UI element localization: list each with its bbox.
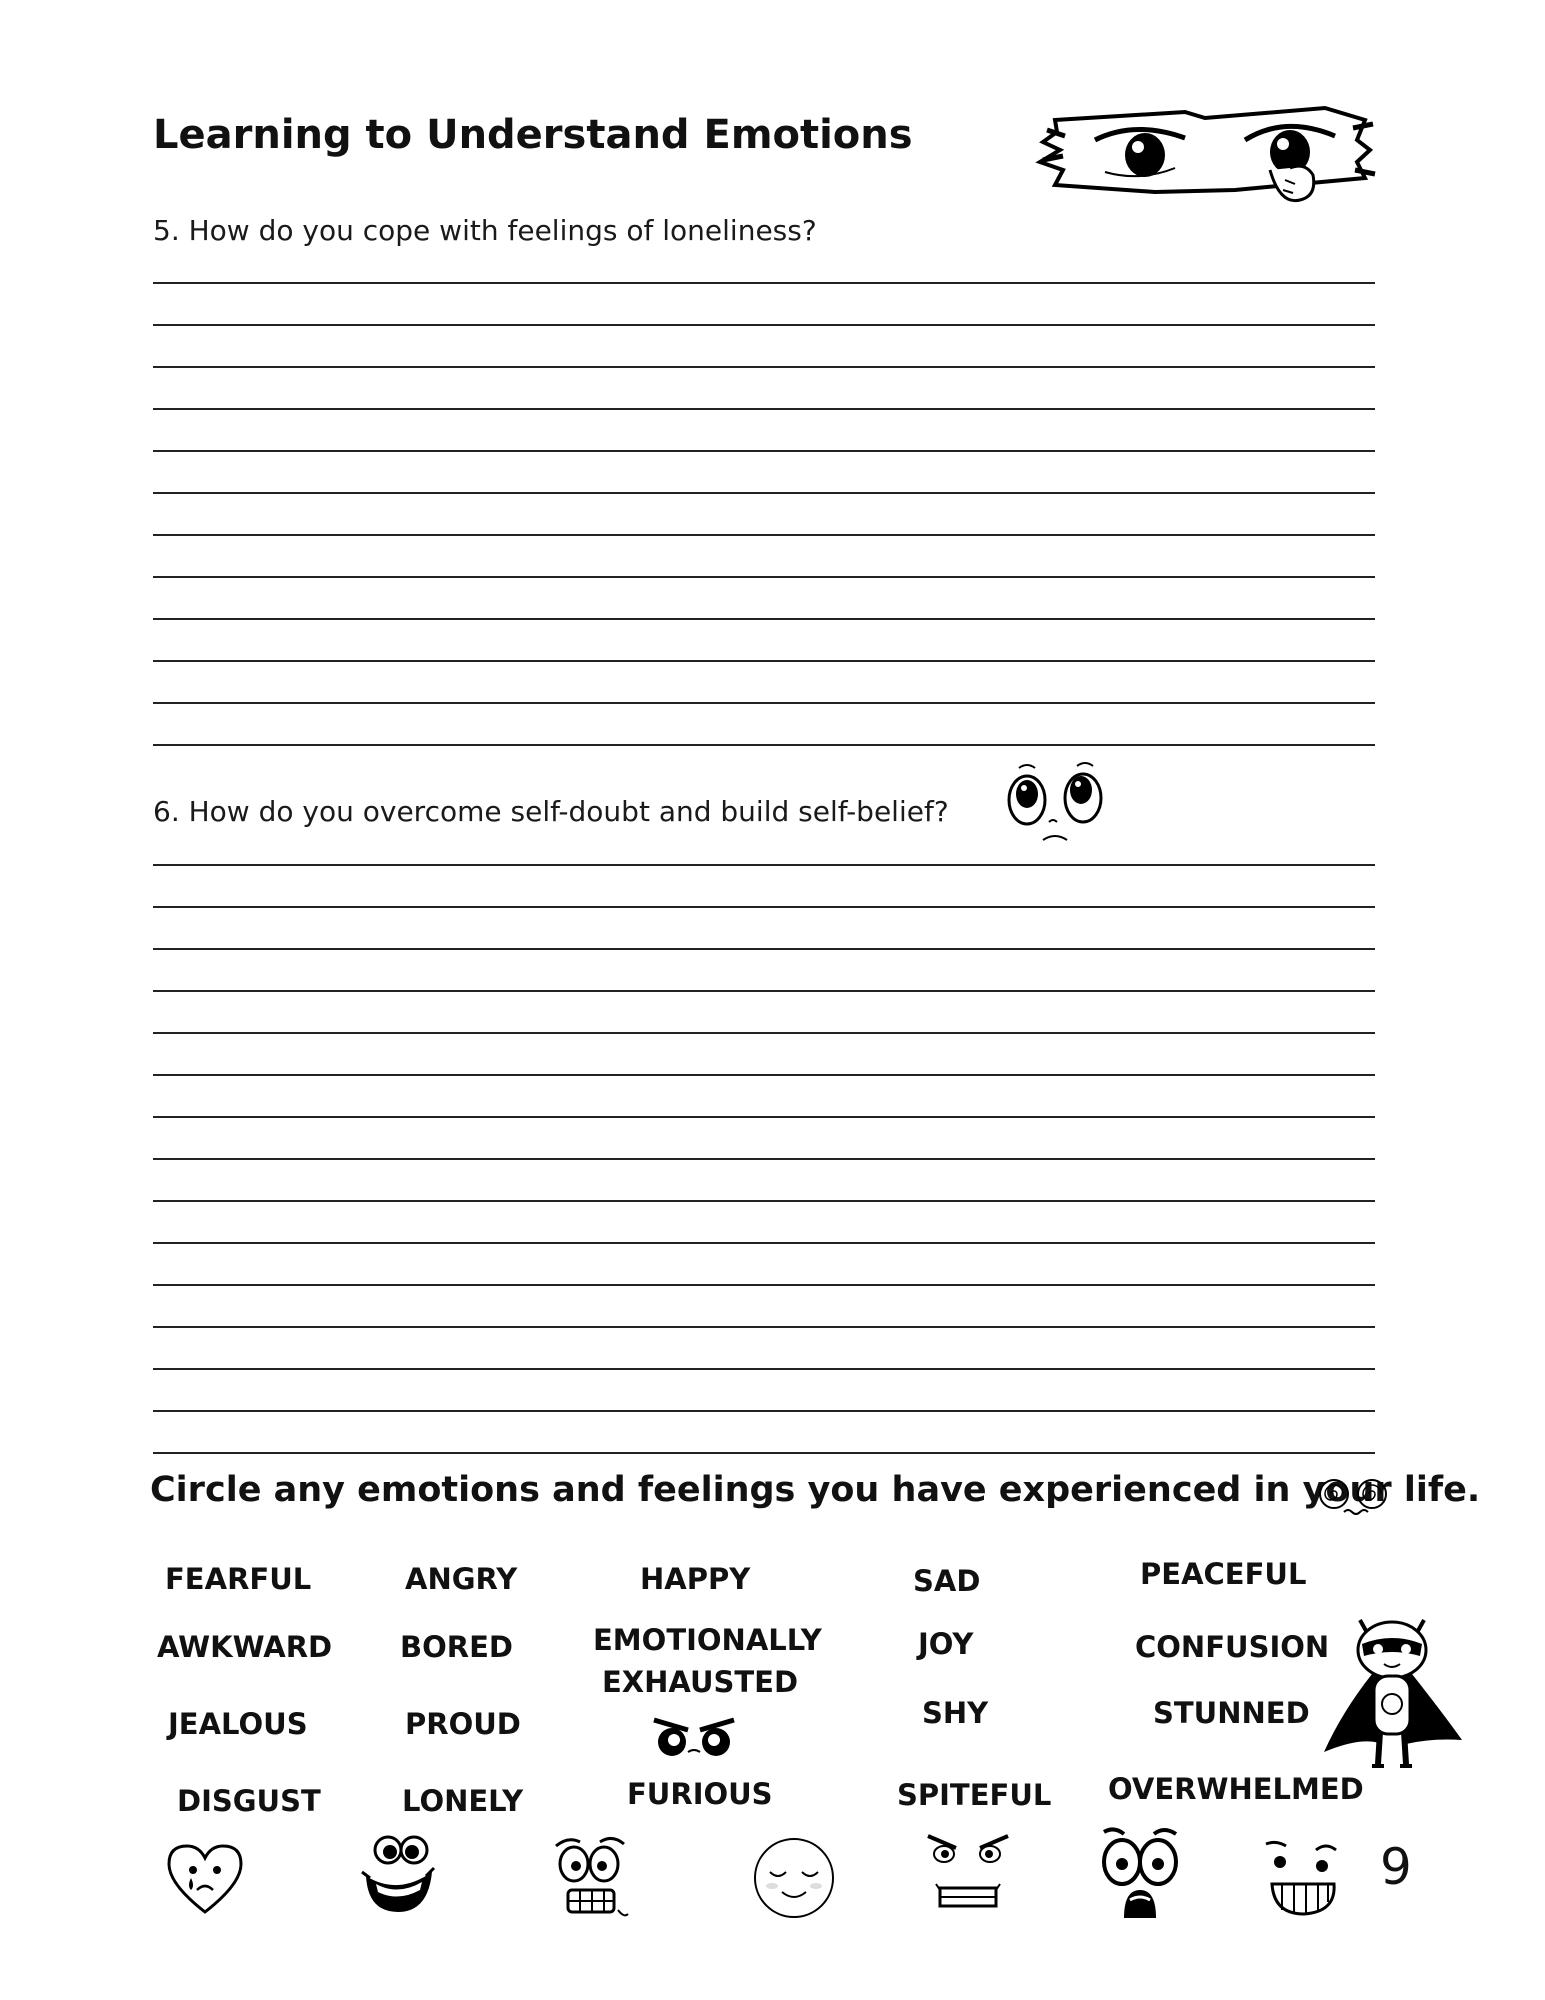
emotion-emotionally: EMOTIONALLY [593, 1623, 822, 1657]
circle-instruction: Circle any emotions and feelings you have experienced in your life. [150, 1470, 1481, 1510]
emotion-shy[interactable]: SHY [922, 1696, 989, 1730]
emotion-jealous[interactable]: JEALOUS [168, 1707, 308, 1741]
page-number: 9 [1380, 1838, 1412, 1896]
calm-face-icon [752, 1836, 836, 1920]
question-6: 6. How do you overcome self-doubt and build self-belief? [153, 795, 949, 828]
emotion-lonely[interactable]: LONELY [402, 1784, 524, 1818]
question-5: 5. How do you cope with feelings of loneliness? [153, 214, 817, 247]
page-title: Learning to Understand Emotions [153, 112, 913, 158]
emotion-stunned[interactable]: STUNNED [1153, 1696, 1310, 1730]
emotion-spiteful[interactable]: SPITEFUL [897, 1778, 1052, 1812]
emotion-furious[interactable]: FURIOUS [627, 1777, 773, 1811]
shocked-face-icon [1098, 1828, 1182, 1922]
emotion-joy[interactable]: JOY [918, 1627, 974, 1661]
cat-hero-icon [1322, 1612, 1462, 1770]
emotion-fearful[interactable]: FEARFUL [165, 1562, 312, 1596]
awkward-grin-icon [1262, 1836, 1346, 1922]
emotion-happy[interactable]: HAPPY [640, 1562, 751, 1596]
grin-face-icon [358, 1832, 438, 1918]
grimace-face-icon [926, 1830, 1010, 1914]
emotion-bored[interactable]: BORED [400, 1630, 513, 1664]
anime-eyes-icon [1035, 100, 1375, 205]
emotion-awkward[interactable]: AWKWARD [157, 1630, 333, 1664]
emotion-overwhelmed[interactable]: OVERWHELMED [1108, 1772, 1364, 1806]
angry-eyes-icon [652, 1712, 736, 1758]
emotion-sad[interactable]: SAD [913, 1564, 981, 1598]
crying-heart-icon [165, 1842, 245, 1916]
worried-eyes-icon [1005, 760, 1107, 850]
emotion-exhausted: EXHAUSTED [601, 1665, 799, 1700]
dizzy-eyes-icon [1318, 1478, 1390, 1518]
emotion-angry[interactable]: ANGRY [405, 1562, 518, 1596]
emotion-confusion[interactable]: CONFUSION [1135, 1630, 1330, 1664]
emotion-disgust[interactable]: DISGUST [177, 1784, 321, 1818]
nervous-face-icon [552, 1834, 632, 1922]
emotion-proud[interactable]: PROUD [405, 1707, 521, 1741]
emotion-emotionally-exhausted[interactable] [593, 1619, 822, 1703]
emotion-peaceful[interactable]: PEACEFUL [1140, 1557, 1307, 1591]
